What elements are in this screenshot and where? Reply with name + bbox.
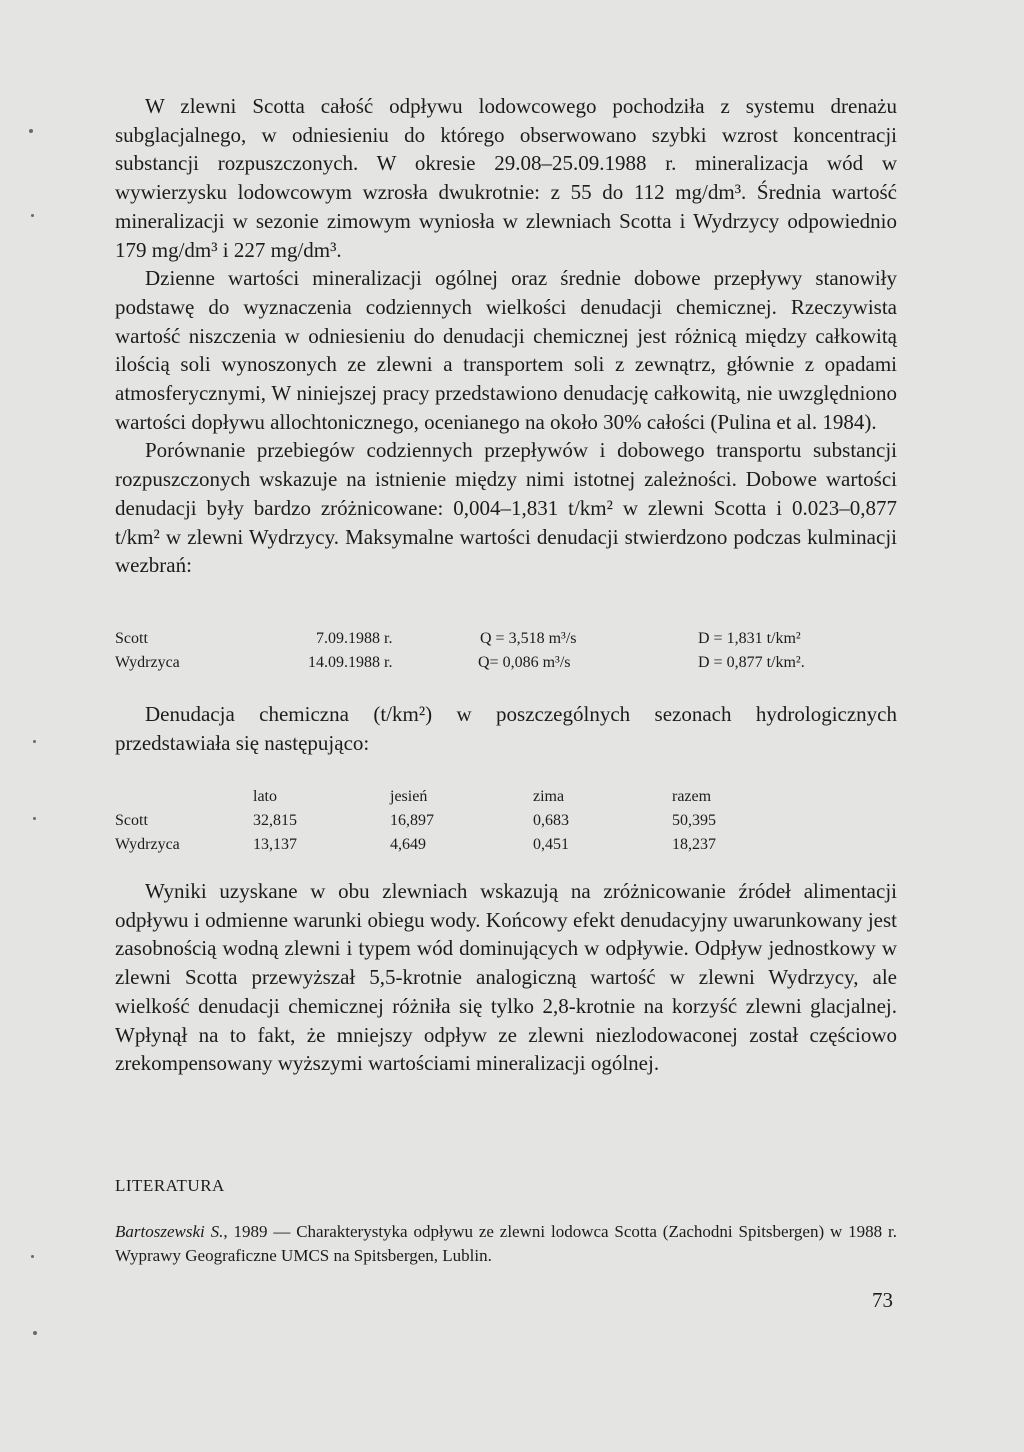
season-header: zima — [533, 788, 565, 805]
body-text-mid — [115, 700, 897, 757]
body-text-top — [115, 92, 897, 580]
paragraph-4: Denudacja chemiczna (t/km²) w poszczególnych sezonach hydrologicznych przedstawiała się następująco: — [115, 702, 897, 755]
catchment-name: Scott — [115, 812, 148, 829]
denudation-value: D = 1,831 t/km² — [698, 630, 801, 647]
date-value: 7.09.1988 r. — [316, 630, 393, 647]
date-value: 14.09.1988 r. — [308, 654, 393, 671]
season-value: 0,451 — [533, 836, 569, 853]
season-header: jesień — [390, 788, 428, 805]
season-value: 4,649 — [390, 836, 426, 853]
discharge-value: Q = 3,518 m³/s — [480, 630, 577, 647]
denudation-value: D = 0,877 t/km². — [698, 654, 805, 671]
catchment-name: Scott — [115, 630, 148, 647]
season-value: 16,897 — [390, 812, 434, 829]
paragraph-3: Porównanie przebiegów codziennych przepływów i dobowego transportu substancji rozpuszczonych wskazuje na istnienie między nimi istotnej zależności. Dobowe wartości denudacji były bardzo zróżnicowane: 0,004–1,831 t/km² w zlewni Scotta i 0.023–0,877 t/km² w zlewni Wydrzycy. Maksymalne wartości denudacji stwierdzono podczas kulminacji wezbrań: — [115, 438, 897, 578]
page-number: 73 — [872, 1288, 893, 1312]
scan-speck — [33, 817, 36, 820]
reference-entry — [115, 1220, 897, 1268]
season-value: 13,137 — [253, 836, 297, 853]
scan-speck — [31, 214, 34, 217]
scan-speck — [33, 740, 36, 743]
paragraph-1: W zlewni Scotta całość odpływu lodowcowego pochodziła z systemu drenażu subglacjalnego, w odniesieniu do którego obserwowano szybki wzrost koncentracji substancji rozpuszczonych. W okresie 29.08–25.09.1988 r. mineralizacja wód w wywierzysku lodowcowym wzrosła dwukrotnie: z 55 do 112 mg/dm³. Średnia wartość mineralizacji w sezonie zimowym wyniosła w zlewniach Scotta i Wydrzycy odpowiednio 179 mg/dm³ i 227 mg/dm³. — [115, 94, 897, 262]
paragraph-2: Dzienne wartości mineralizacji ogólnej oraz średnie dobowe przepływy stanowiły podstawę do wyznaczenia codziennych wielkości denudacji chemicznej. Rzeczywista wartość niszczenia w odniesieniu do denudacji chemicznej jest różnicą między całkowitą ilością soli wynoszonych ze zlewni a transportem soli z zewnątrz, głównie z opadami atmosferycznymi, W niniejszej pracy przedstawiono denudację całkowitą, nie uwzględniono wartości dopływu allochtonicznego, ocenianego na około 30% całości (Pulina et al. 1984). — [115, 266, 897, 434]
body-text-bottom — [115, 877, 897, 1078]
catchment-name: Wydrzyca — [115, 654, 180, 671]
scan-speck — [31, 1255, 34, 1258]
literature-heading: LITERATURA — [115, 1176, 225, 1195]
season-value: 0,683 — [533, 812, 569, 829]
reference-author: Bartoszewski S. — [115, 1222, 224, 1241]
scan-speck — [33, 1331, 37, 1335]
season-value: 18,237 — [672, 836, 716, 853]
paragraph-5: Wyniki uzyskane w obu zlewniach wskazują na zróżnicowanie źródeł alimentacji odpływu i odmienne warunki obiegu wody. Końcowy efekt denudacyjny uwarunkowany jest zasobnością wodną zlewni i typem wód dominujących w odpływie. Odpływ jednostkowy w zlewni Scotta przewyższał 5,5-krotnie analogiczną wartość w zlewni Wydrzycy, ale wielkość denudacji chemicznej różniła się tylko 2,8-krotnie na korzyść zlewni glacjalnej. Wpłynął na to fakt, że mniejszy odpływ ze zlewni niezlodowaconej został częściowo zrekompensowany wyższymi wartościami mineralizacji ogólnej. — [115, 879, 897, 1076]
season-header: razem — [672, 788, 712, 805]
discharge-value: Q= 0,086 m³/s — [478, 654, 571, 671]
scan-speck — [29, 129, 33, 133]
reference-text: , 1989 — Charakterystyka odpływu ze zlewni lodowca Scotta (Zachodni Spitsbergen) w 1988 r. Wyprawy Geograficzne UMCS na Spitsbergen, Lublin. — [115, 1222, 897, 1265]
season-value: 32,815 — [253, 812, 297, 829]
catchment-name: Wydrzyca — [115, 836, 180, 853]
season-value: 50,395 — [672, 812, 716, 829]
season-header: lato — [253, 788, 277, 805]
